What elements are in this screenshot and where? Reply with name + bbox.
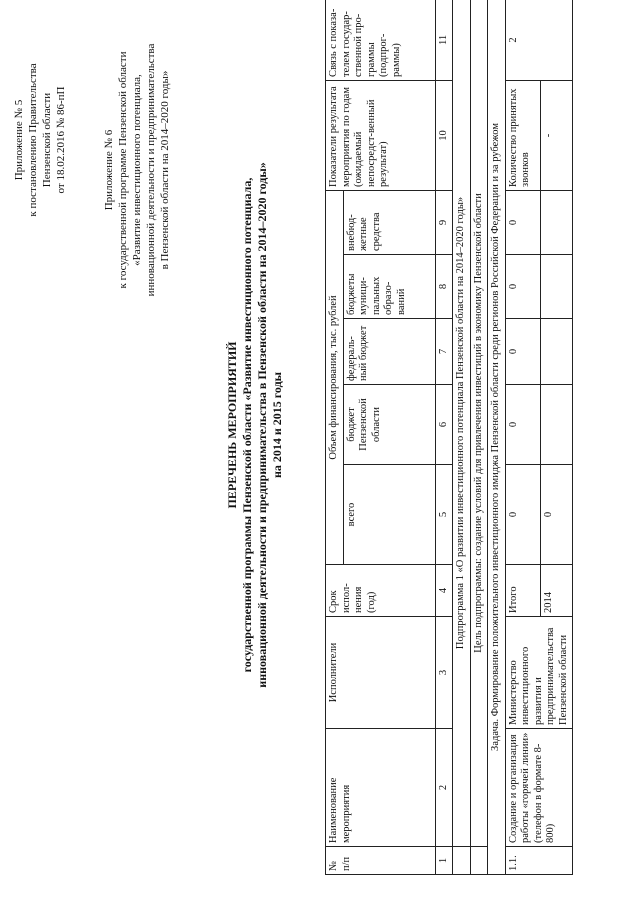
header-total: всего [343, 465, 435, 565]
task-row [488, 0, 506, 875]
header-indicators: Показатели результата мероприятия по годам (ожидаемый непосредст-венный результат) [326, 80, 436, 190]
goal-row [470, 0, 488, 875]
empty-cell [541, 255, 573, 319]
row-municipal: 0 [505, 255, 541, 319]
appendix-6-line: в Пензенской области на 2014–2020 годы» [159, 70, 171, 270]
col-number: 9 [435, 190, 453, 254]
empty-cell [541, 319, 573, 385]
row-indicator-2014: - [541, 80, 573, 190]
row-federal: 0 [505, 319, 541, 385]
col-number: 2 [435, 729, 453, 847]
document-heading [225, 145, 285, 705]
empty-cell [453, 847, 471, 875]
row-term-2014: 2014 [541, 565, 573, 617]
empty-cell [541, 385, 573, 465]
header-term: Срок испол-нения (год) [326, 565, 436, 617]
col-number: 7 [435, 319, 453, 385]
measures-table [325, 0, 573, 875]
row-link: 2 [505, 0, 573, 80]
col-number: 1 [435, 847, 453, 875]
col-number: 5 [435, 465, 453, 565]
col-number: 3 [435, 617, 453, 729]
row-name: Создание и организация работы «горячей линии» (телефон в формате 8-800) [505, 729, 573, 847]
appendix-6-block [102, 10, 172, 330]
header-offbudget: внебюд-жетные средства [343, 190, 435, 254]
appendix-6-line: инновационной деятельности и предпринимательства [145, 43, 157, 297]
header-federal: федераль-ный бюджет [343, 319, 435, 385]
empty-cell [470, 847, 488, 875]
appendix-6-title: Приложение № 6 [103, 129, 115, 211]
appendix-6-line: к государственной программе Пензенской области [117, 51, 129, 289]
header-municipal: бюджеты муници-пальных образо-ваний [343, 255, 435, 319]
heading-title: ПЕРЕЧЕНЬ МЕРОПРИЯТИЙ [225, 341, 239, 509]
heading-line: на 2014 и 2015 годы [270, 371, 284, 479]
header-link: Связь с показа-телем государ-ственной про-граммы (подпрог-раммы) [326, 0, 436, 80]
row-executor: Министерство инвестиционного развития и предпринимательства Пензенской области [505, 617, 573, 729]
row-indicator: Количество принятых звонков [505, 80, 541, 190]
row-term-total: Итого [505, 565, 541, 617]
subprogram-goal: Цель подпрограммы: создание условий для привлечения инвестиций в экономику Пензенской области [470, 0, 488, 847]
header-executors: Исполнители [326, 617, 436, 729]
row-offbudget: 0 [505, 190, 541, 254]
subprogram-row [453, 0, 471, 875]
appendix-5-line: Пензенской области [41, 92, 53, 188]
appendix-5-block [12, 20, 68, 260]
header-row [326, 0, 344, 875]
row-regional: 0 [505, 385, 541, 465]
appendix-5-title: Приложение № 5 [13, 99, 25, 181]
header-regional: бюджет Пензенской области [343, 385, 435, 465]
heading-line: государственной программы Пензенской области «Развитие инвестиционного потенциала, [240, 177, 254, 673]
row-num: 1.1. [505, 847, 573, 875]
col-number: 8 [435, 255, 453, 319]
column-number-row [435, 0, 453, 875]
empty-cell [541, 190, 573, 254]
heading-line: инновационной деятельности и предпринимательства в Пензенской области на 2014–2020 годы» [255, 162, 269, 688]
table-row [505, 0, 541, 875]
row-total-2014: 0 [541, 465, 573, 565]
task-title: Задача. Формирование положительного инвестиционного имиджа Пензенской области среди регионов Российской Федерации и за рубежом [488, 0, 506, 875]
header-funding: Объем финансирования, тыс. рублей [326, 190, 344, 564]
subprogram-title: Подпрограмма 1 «О развитии инвестиционного потенциала Пензенской области на 2014–2020 годы» [453, 0, 471, 847]
appendix-5-line: к постановлению Правительства [27, 63, 39, 217]
appendix-5-line: от 18.02.2016 № 86-пП [55, 86, 67, 194]
row-total: 0 [505, 465, 541, 565]
header-name: Наименование мероприятия [326, 729, 436, 847]
col-number: 6 [435, 385, 453, 465]
col-number: 11 [435, 0, 453, 80]
col-number: 4 [435, 565, 453, 617]
appendix-6-line: «Развитие инвестиционного потенциала, [131, 74, 143, 266]
col-number: 10 [435, 80, 453, 190]
header-num: № п/п [326, 847, 436, 875]
